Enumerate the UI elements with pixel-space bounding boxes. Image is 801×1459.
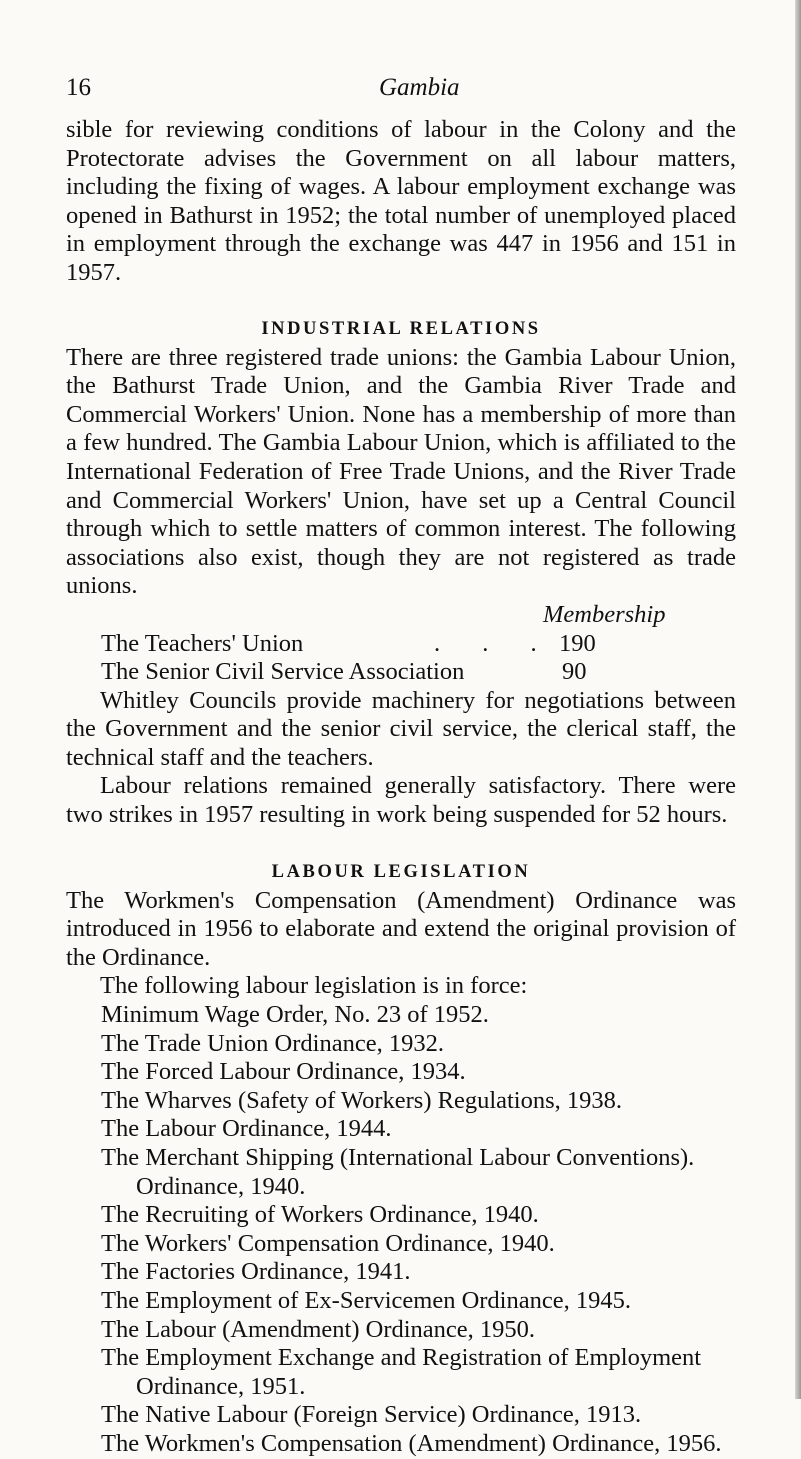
association-membership-count: 90 [562,658,587,686]
legislation-item: The Recruiting of Workers Ordinance, 1940. [101,1201,539,1229]
industrial-relations-heading: INDUSTRIAL RELATIONS [261,318,541,339]
page-body [66,116,736,1459]
legislation-item: The Factories Ordinance, 1941. [101,1258,411,1286]
association-row [66,658,736,687]
running-title: Gambia [379,74,460,101]
industrial-relations-paragraph-1: There are three registered trade unions: the Gambia Labour Union, the Bathurst Trade Union, and the Gambia River Trade and Commercial Workers' Union. None has a membership of more than a few hundred. The Gambia Labour Union, which is affiliated to the International Federation of Free Trade Unions, and the River Trade and Commercial Workers' Union, have set up a Central Council through which to settle matters of common interest. The following associations also exist, though they are not registered as trade unions. [66,343,736,600]
association-name: The Senior Civil Service Association [101,658,465,686]
legislation-item: The Workers' Compensation Ordinance, 1940. [101,1229,555,1257]
intro-paragraph: sible for reviewing conditions of labour in the Colony and the Protectorate advises the Government on all labour matters, including the fixing of wages. A labour employment exchange was opened in Bathurst in 1952; the total number of unemployed placed in employment through the exchange was 447 in 1956 and 151 in 1957. [66,116,736,286]
legislation-item: The Labour Ordinance, 1944. [101,1115,392,1143]
legislation-item: The Forced Labour Ordinance, 1934. [101,1058,466,1086]
legislation-item: The Trade Union Ordinance, 1932. [101,1029,444,1057]
page-edge [795,0,801,1399]
industrial-relations-section [66,314,736,830]
page-number: 16 [66,74,91,101]
membership-heading: Membership [543,600,666,628]
association-row [66,630,736,659]
industrial-relations-paragraph-2: Whitley Councils provide machinery for negotiations between the Government and the senior civil service, the clerical staff, the technical staff and the teachers. [66,686,736,771]
legislation-item: The Employment of Ex-Servicemen Ordinance, 1945. [101,1286,631,1314]
labour-legislation-paragraph-1: The Workmen's Compensation (Amendment) Ordinance was introduced in 1956 to elaborate and extend the original provision of the Ordinance. [66,886,736,971]
labour-legislation-section [66,857,736,1459]
industrial-relations-paragraph-3: Labour relations remained generally satisfactory. There were two strikes in 1957 resulting in work being suspended for 52 hours. [66,772,736,829]
legislation-list [66,1001,736,1459]
legislation-item: The Native Labour (Foreign Service) Ordinance, 1913. [101,1401,642,1429]
association-membership-count: 190 [559,629,596,657]
page-header [66,74,726,106]
legislation-item: The Wharves (Safety of Workers) Regulations, 1938. [101,1086,623,1114]
legislation-item: The Merchant Shipping (International Labour Conventions). Ordinance, 1940. [101,1144,695,1200]
legislation-item: Minimum Wage Order, No. 23 of 1952. [101,1001,489,1029]
labour-legislation-paragraph-2: The following labour legislation is in force: [100,972,528,1000]
association-name: The Teachers' Union [101,629,304,657]
legislation-item: The Workmen's Compensation (Amendment) Ordinance, 1956. [101,1429,722,1457]
labour-legislation-heading: LABOUR LEGISLATION [271,861,531,882]
legislation-item: The Labour (Amendment) Ordinance, 1950. [101,1315,536,1343]
dot-leader: . . . [434,629,555,657]
legislation-item: The Employment Exchange and Registration of Employment Ordinance, 1951. [101,1344,702,1400]
